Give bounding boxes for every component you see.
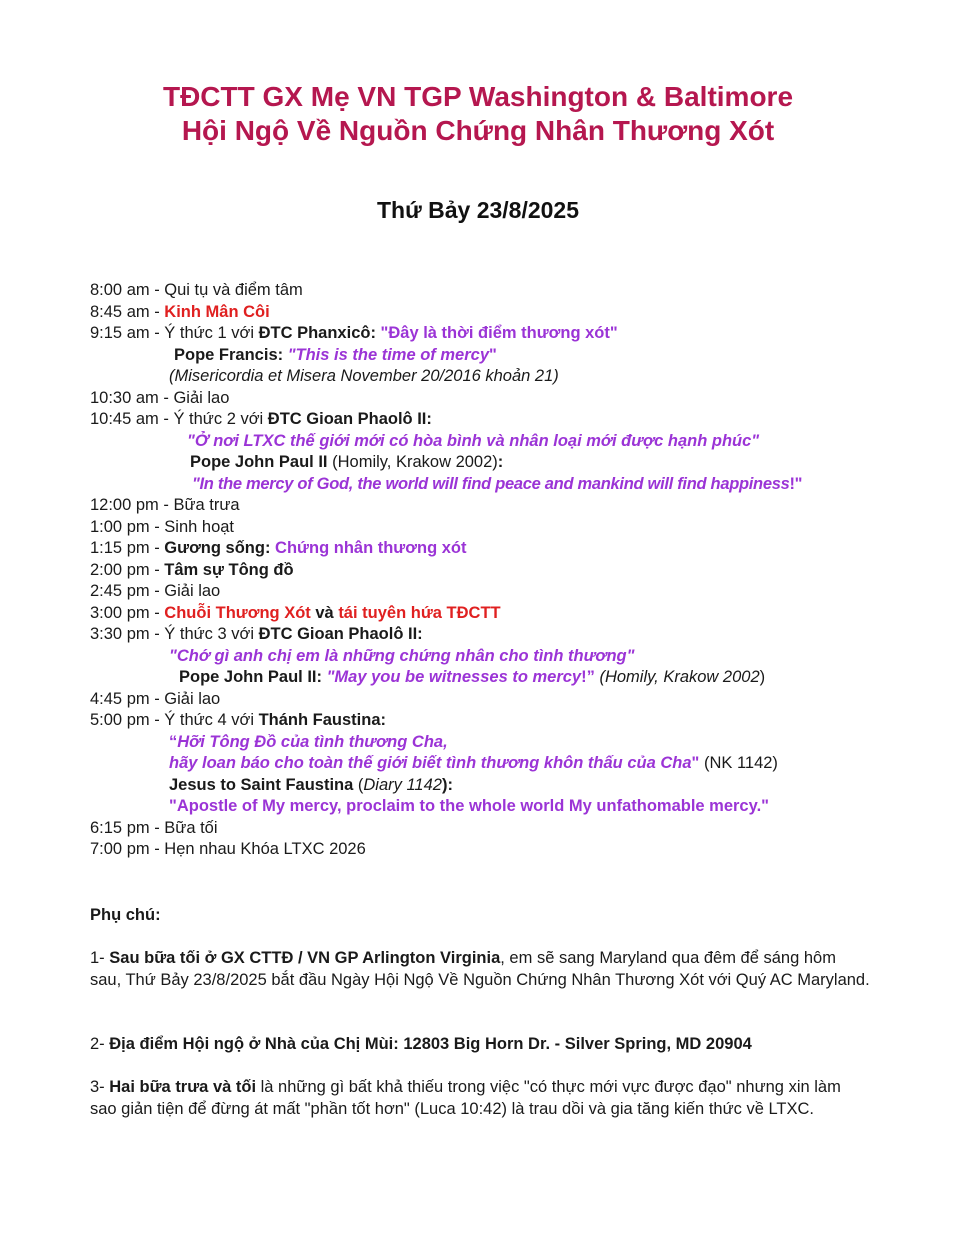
note-number: 1- [90, 949, 110, 967]
citation-text: (Homily, Krakow 2002 [594, 668, 760, 686]
event-date: Thứ Bảy 23/8/2025 [376, 197, 580, 223]
note-number: 3- [90, 1078, 110, 1096]
note-2 [90, 1034, 870, 1056]
schedule-line [169, 646, 634, 667]
citation [169, 366, 559, 387]
schedule-line [90, 710, 386, 731]
quote-mark: " [691, 754, 700, 772]
notes-heading [90, 905, 161, 926]
note-number: 2- [90, 1035, 110, 1053]
schedule-time: 9:15 am - Ý thức 1 với [90, 324, 259, 342]
speaker-name: Thánh Faustina: [258, 711, 387, 729]
schedule-line [90, 581, 220, 602]
schedule-line [169, 732, 448, 753]
schedule-time: 8:45 am - [90, 302, 165, 321]
conjunction: và [310, 603, 339, 622]
note-emphasis: Địa điểm Hội ngộ ở Nhà của Chị Mùi: 12803 Big Horn Dr. - Silver Spring, MD 20904 [109, 1035, 752, 1053]
citation-text: (Homily, Krakow 2002) [327, 453, 498, 471]
schedule-line [174, 345, 497, 366]
schedule-text: 7:00 pm - Hẹn nhau Khóa LTXC 2026 [90, 840, 366, 858]
quote-text: "Chớ gì anh chị em là những chứng nhân cho tình thương" [169, 646, 635, 665]
speaker-name: ĐTC Phanxicô: [258, 324, 376, 342]
schedule-line [190, 452, 503, 473]
schedule-line [169, 753, 778, 774]
schedule-line [90, 323, 618, 344]
schedule-activity: Gương sống: [164, 539, 271, 557]
quote-text: "In the mercy of God, the world will find peace and mankind will find happiness [192, 474, 790, 493]
punctuation: : [497, 453, 504, 471]
schedule-line [179, 667, 765, 688]
schedule-line [90, 495, 240, 516]
notes-heading-text: Phụ chú: [90, 906, 161, 924]
schedule-highlight: Chứng nhân thương xót [270, 539, 467, 557]
schedule-line [90, 280, 303, 301]
speaker-name: ĐTC Gioan Phaolô II: [258, 625, 423, 643]
schedule-line [90, 818, 218, 839]
note-text: là những gì bất khả thiếu trong việc "có thực mới vực được đạo" nhưng xin làm sao giản tiện để đừng át mất "phần tốt hơn" (Luca 10:42) là trau dồi và gia tăng kiến thức về LTXC. [90, 1078, 841, 1118]
schedule-line [90, 839, 366, 860]
schedule-time: 1:15 pm - [90, 539, 165, 557]
schedule-line [90, 560, 294, 581]
quote-mark: “ [169, 732, 178, 751]
punctuation: ( [353, 775, 364, 794]
quote-text: "May you be witnesses to mercy [326, 668, 582, 686]
citation-text: Diary 1142 [363, 775, 442, 794]
schedule-time: 3:30 pm - Ý thức 3 với [90, 625, 259, 643]
quote-text: "This is the time of mercy [287, 345, 489, 364]
quote-mark: " [489, 345, 497, 364]
schedule-time: 2:00 pm - [90, 560, 165, 579]
page-title-line-1: TĐCTT GX Mẹ VN TGP Washington & Baltimore [162, 81, 794, 112]
schedule-line [90, 302, 270, 323]
schedule-line [90, 538, 466, 559]
schedule-line [192, 474, 802, 495]
schedule-line [90, 689, 220, 710]
speaker-name: Pope Francis: [174, 345, 288, 364]
schedule-time: 3:00 pm - [90, 603, 165, 622]
quote-text: "Ở nơi LTXC thế giới mới có hòa bình và nhân loại mới được hạnh phúc" [187, 431, 760, 450]
quote-mark: !” [581, 668, 595, 686]
speaker-name: ĐTC Gioan Phaolô II: [267, 410, 432, 428]
schedule-activity: Tâm sự Tông đồ [164, 560, 294, 579]
schedule-text: 12:00 pm - Bữa trưa [90, 496, 240, 514]
speaker-name: Jesus to Saint Faustina [169, 775, 354, 794]
schedule-activity: tái tuyên hứa TĐCTT [338, 603, 501, 622]
quote-mark: !" [789, 474, 803, 493]
schedule-text: 4:45 pm - Giải lao [90, 689, 221, 708]
note-text: , em sẽ sang Maryland qua đêm để sáng hôm sau, Thứ Bảy 23/8/2025 bắt đầu Ngày Hội Ngộ Về Nguồn Chứng Nhân Thương Xót với Quý AC Maryland. [90, 949, 870, 989]
punctuation: ) [759, 668, 766, 686]
note-1 [90, 948, 870, 991]
schedule-line [169, 775, 453, 796]
schedule-line [90, 624, 423, 645]
schedule-line [90, 388, 229, 409]
quote-text: hãy loan báo cho toàn thế giới biết tình thương khôn thấu của Cha [169, 754, 692, 772]
quote-text: "Đây là thời điểm thương xót" [375, 324, 618, 342]
schedule-activity: Kinh Mân Côi [164, 302, 270, 321]
schedule-text: 10:30 am - Giải lao [90, 388, 230, 407]
quote-text: "Apostle of My mercy, proclaim to the whole world My unfathomable mercy." [169, 797, 769, 815]
schedule-line [90, 409, 432, 430]
schedule-text: 8:00 am - Qui tụ và điểm tâm [90, 281, 303, 299]
quote-text: Hỡi Tông Đồ của tình thương Cha, [177, 732, 448, 751]
schedule-text: 2:45 pm - Giải lao [90, 582, 221, 600]
schedule-time: 10:45 am - Ý thức 2 với [90, 410, 268, 428]
schedule-line [187, 431, 759, 452]
note-emphasis: Hai bữa trưa và tối [109, 1078, 257, 1096]
citation-text: (NK 1142) [699, 754, 778, 772]
schedule-line [90, 603, 501, 624]
speaker-name: Pope John Paul II: [179, 668, 327, 686]
schedule-text: 1:00 pm - Sinh hoạt [90, 517, 235, 536]
citation-text: (Misericordia et Misera November 20/2016 khoản 21) [169, 367, 559, 385]
schedule-line [90, 517, 234, 538]
page-title-line-2: Hội Ngộ Về Nguồn Chứng Nhân Thương Xót [181, 115, 775, 146]
schedule-text: 6:15 pm - Bữa tối [90, 818, 218, 837]
schedule-time: 5:00 pm - Ý thức 4 với [90, 711, 259, 729]
schedule-activity: Chuỗi Thương Xót [164, 603, 311, 622]
schedule-line [169, 796, 769, 817]
punctuation: ): [441, 775, 453, 794]
note-emphasis: Sau bữa tối ở GX CTTĐ / VN GP Arlington Virginia [109, 949, 501, 967]
note-3 [90, 1077, 870, 1120]
speaker-name: Pope John Paul II [190, 453, 328, 471]
